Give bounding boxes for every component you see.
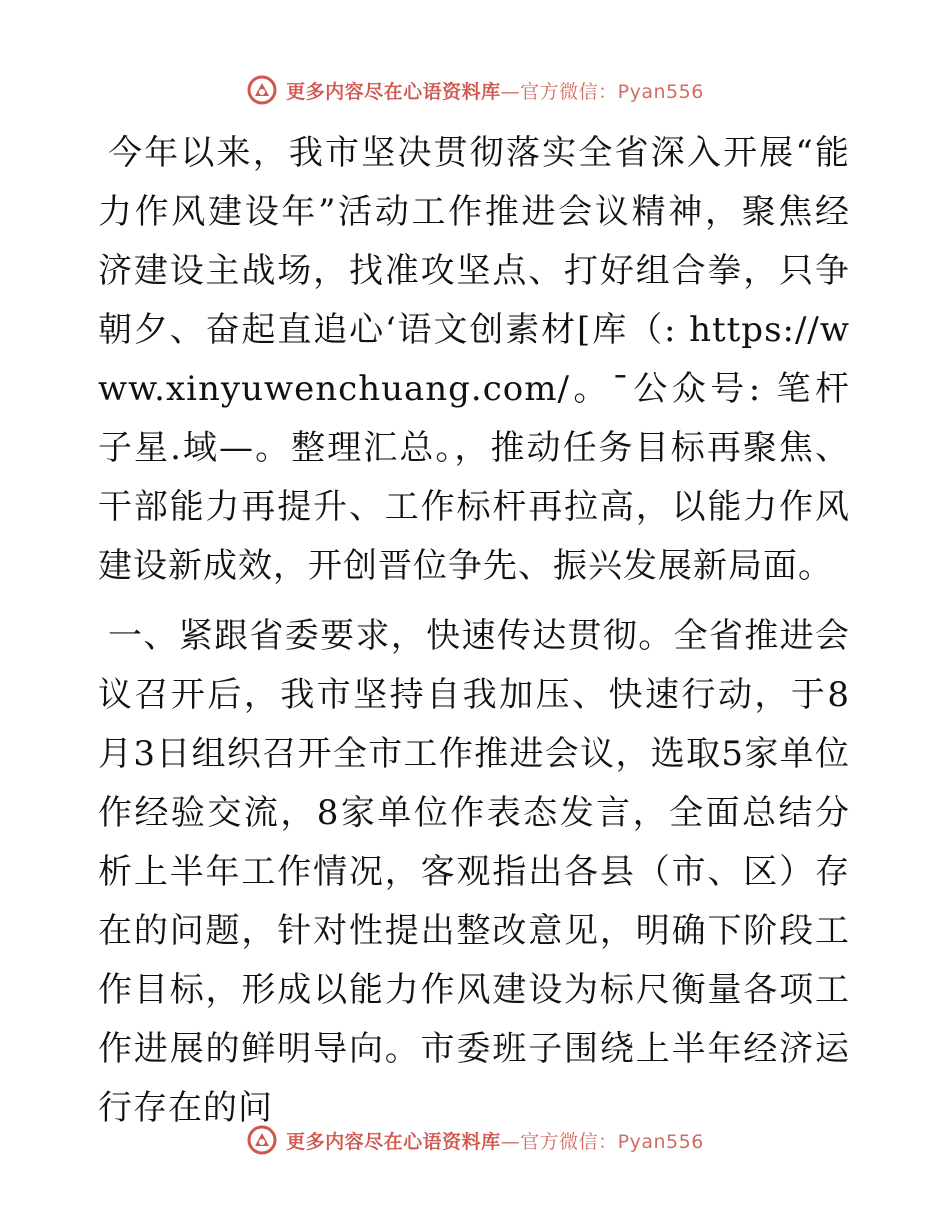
header-watermark [0, 73, 950, 107]
paragraph-section-one: 一、紧跟省委要求，快速传达贯彻。全省推进会议召开后，我市坚持自我加压、快速行动，于8月3日组织召开全市工作推进会议，选取5家单位作经验交流，8家单位作表态发言，全面总结分析上半年工作情况，客观指出各县（市、区）存在的问题，针对性提出整改意见，明确下阶段工作目标，形成以能力作风建设为标尺衡量各项工作进展的鲜明导向。市委班子围绕上半年经济运行存在的问 [98, 616, 850, 1128]
paragraph-intro: 今年以来，我市坚决贯彻落实全省深入开展“能力作风建设年”活动工作推进会议精神，聚焦经济建设主战场，找准攻坚点、打好组合拳，只争朝夕、奋起直追心‘语文创素材[库（: https://www.xinyuwenchuang.com/。¯公众号: 笔杆子星.域—。整理汇总。，推动任务目标再聚焦、干部能力再提升、工作标杆再拉高，以能力作风建设新成效，开创晋位争先、振兴发展新局面。 [98, 133, 850, 586]
watermark-contact: —官方微信：Pyan556 [500, 1130, 704, 1153]
watermark-brand: 更多内容尽在心语资料库 [286, 1130, 501, 1153]
watermark-brand: 更多内容尽在心语资料库 [286, 80, 501, 103]
document-body [98, 124, 850, 1138]
watermark-text [286, 1127, 704, 1154]
footer-watermark [0, 1123, 950, 1157]
seal-logo-icon [246, 1124, 278, 1156]
watermark-contact: —官方微信：Pyan556 [500, 80, 704, 103]
seal-logo-icon [246, 74, 278, 106]
watermark-text [286, 77, 704, 104]
